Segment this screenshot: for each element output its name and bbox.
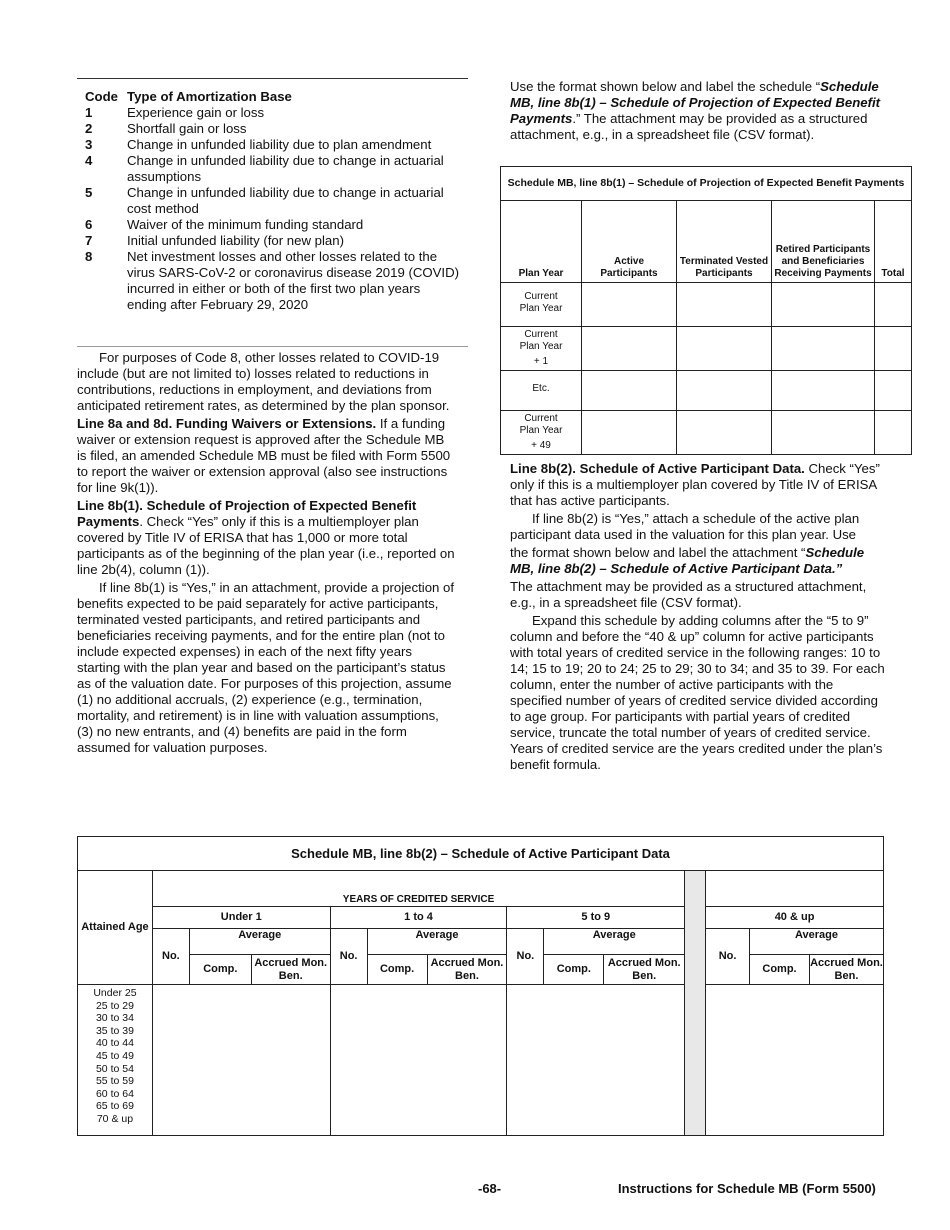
left-column-text	[77, 350, 455, 756]
para3-schedule-title: Schedule MB, line 8b(2) – Schedule of Active Participant Data.”	[510, 545, 865, 576]
data-5-to-9	[507, 985, 685, 1136]
code-row	[85, 121, 460, 137]
code-description: Change in unfunded liability due to change in actuarial assumptions	[127, 153, 444, 184]
code-number: 3	[85, 137, 93, 152]
line8b2-text: Check “Yes” only if this is a multiemployer plan covered by Title IV of ERISA that has active participants.	[510, 461, 880, 508]
group-1-to-4: 1 to 4	[330, 907, 507, 929]
line8b1-text: . Check “Yes” only if this is a multiemployer plan covered by Title IV of ERISA that has 1,000 or more total participants as of the beginning of the plan year (i.e., reported on line 2b(4), column (1)).	[77, 514, 455, 577]
accrued-header-1: Accrued Mon. Ben.	[251, 955, 330, 985]
no-header-1: No.	[152, 929, 189, 985]
age-group-label: 40 to 44	[95, 1037, 134, 1050]
plan-year-cell	[501, 283, 582, 327]
age-group-label: 45 to 49	[95, 1049, 134, 1062]
projection-value-cell	[772, 283, 875, 327]
code-table-header	[85, 89, 460, 105]
age-group-label: 60 to 64	[95, 1087, 134, 1100]
line8b2-paragraph-4: The attachment may be provided as a structured attachment, e.g., in a spreadsheet file (CSV format).	[510, 579, 867, 610]
intro-paragraph	[510, 79, 885, 143]
line8a-text: If a funding waiver or extension request is approved after the Schedule MB is filed, an amended Schedule MB must be filed with Form 5500 to report the waiver or extension approval (also see instructions for line 9k(1)).	[77, 416, 451, 495]
projection-value-cell	[582, 283, 677, 327]
age-group-label: Under 25	[93, 987, 137, 999]
accrued-header-2: Accrued Mon. Ben.	[427, 955, 507, 985]
line8b2-heading: Line 8b(2). Schedule of Active Participant Data.	[510, 461, 805, 476]
plan-year-line-1: Current	[524, 291, 558, 302]
average-header-2: Average	[367, 929, 507, 955]
projection-row	[501, 327, 912, 371]
age-group-label: 70 & up	[96, 1112, 134, 1125]
years-credited-header: YEARS OF CREDITED SERVICE	[152, 871, 684, 907]
age-group-label: 25 to 29	[95, 999, 134, 1012]
footer-title: Instructions for Schedule MB (Form 5500)	[618, 1181, 876, 1196]
header-active: Active Participants	[582, 201, 677, 283]
projection-value-cell	[677, 327, 772, 371]
right-intro	[510, 79, 885, 143]
code-description: Waiver of the minimum funding standard	[127, 217, 364, 232]
data-under-1	[152, 985, 330, 1136]
age-group-label: 50 to 54	[95, 1062, 134, 1075]
plan-year-line-1: Current	[524, 329, 558, 340]
code-number: 2	[85, 121, 93, 136]
projection-value-cell	[772, 411, 875, 455]
line8b2-paragraph-3	[510, 545, 888, 577]
plan-year-line-1: Current	[524, 413, 558, 424]
age-groups-cell	[78, 985, 153, 1136]
projection-table-title: Schedule MB, line 8b(1) – Schedule of Projection of Expected Benefit Payments	[501, 167, 912, 201]
code-description: Experience gain or loss	[127, 105, 265, 120]
projection-value-cell	[677, 283, 772, 327]
projection-value-cell	[772, 371, 875, 411]
projection-value-cell	[875, 411, 912, 455]
left-mid-rule	[77, 346, 468, 347]
projection-value-cell	[772, 327, 875, 371]
code-row	[85, 217, 460, 233]
code-description: Net investment losses and other losses related to the virus SARS-CoV-2 or coronavirus disease 2019 (COVID) incurred in either or both of the first two plan years ending after February 29, 2020	[127, 249, 460, 312]
projection-value-cell	[677, 411, 772, 455]
average-header-1: Average	[189, 929, 330, 955]
right-column-text	[510, 461, 888, 773]
code-row	[85, 233, 460, 249]
line8b2-paragraph-2: If line 8b(2) is “Yes,” attach a schedule of the active plan participant data used in the valuation for this plan year. Use	[510, 511, 860, 542]
header-terminated: Terminated Vested Participants	[677, 201, 772, 283]
active-table-title: Schedule MB, line 8b(2) – Schedule of Active Participant Data	[78, 837, 884, 871]
code-table	[85, 89, 460, 313]
line8b1-heading: Line 8b(1). Schedule of Projection of Expected Benefit Payments	[77, 498, 417, 529]
comp-header-2: Comp.	[367, 955, 427, 985]
average-header-4: Average	[750, 929, 884, 955]
no-header-4: No.	[706, 929, 750, 985]
code-rows	[85, 105, 460, 313]
code-number: 1	[85, 105, 93, 120]
code-row	[85, 153, 460, 185]
no-header-2: No.	[330, 929, 367, 985]
projection-table-header	[501, 201, 912, 283]
projection-row	[501, 371, 912, 411]
plan-year-line-3: + 49	[531, 440, 551, 451]
projection-value-cell	[582, 411, 677, 455]
code-row	[85, 105, 460, 121]
header-total: Total	[875, 201, 912, 283]
comp-header-4: Comp.	[750, 955, 810, 985]
projection-table-body	[501, 283, 912, 455]
projection-value-cell	[677, 371, 772, 411]
age-group-label: 35 to 39	[95, 1024, 134, 1037]
code-description: Initial unfunded liability (for new plan)	[127, 233, 344, 248]
age-group-label: 65 to 69	[95, 1100, 134, 1113]
average-header-3: Average	[544, 929, 685, 955]
code-row	[85, 249, 460, 313]
code-number: 6	[85, 217, 93, 232]
projection-value-cell	[875, 327, 912, 371]
covid-paragraph: For purposes of Code 8, other losses related to COVID-19 include (but are not limited to) losses related to reductions in contributions, reductions in employment, and deviations from anticipated retirement rates, as determined by the plan sponsor.	[77, 350, 450, 413]
projection-value-cell	[582, 371, 677, 411]
group-40-and-up: 40 & up	[706, 907, 884, 929]
line8b1-paragraph	[77, 498, 455, 578]
code-header: Code	[85, 89, 118, 104]
code-row	[85, 185, 460, 217]
para3-text: the format shown below and label the attachment “	[510, 545, 806, 560]
projection-row	[501, 283, 912, 327]
plan-year-line-2: Plan Year	[519, 341, 563, 352]
code-number: 7	[85, 233, 93, 248]
code-number: 5	[85, 185, 93, 200]
group-under-1: Under 1	[152, 907, 330, 929]
active-participant-table	[77, 836, 884, 1136]
plan-year-line-2: Plan Year	[519, 425, 563, 436]
projection-row	[501, 411, 912, 455]
code-description: Change in unfunded liability due to change in actuarial cost method	[127, 185, 444, 216]
page-number: -68-	[478, 1181, 502, 1196]
group-5-to-9: 5 to 9	[507, 907, 685, 929]
line8a-paragraph	[77, 416, 455, 496]
code-number: 8	[85, 249, 93, 264]
top-left-rule	[77, 78, 468, 79]
plan-year-line-3: + 1	[533, 356, 549, 367]
plan-year-line-2: Plan Year	[519, 303, 563, 314]
comp-header-3: Comp.	[544, 955, 604, 985]
no-header-3: No.	[507, 929, 544, 985]
comp-header-1: Comp.	[189, 955, 251, 985]
line8b1-paragraph-2: If line 8b(1) is “Yes,” in an attachment, provide a projection of benefits expected to be paid separately for active participants, terminated vested participants, and retired participants and beneficiaries receiving payments, and for the entire plan (not to include expected expenses) in each of the next fifty years starting with the plan year and based on the participant’s status as of the valuation date. For purposes of this projection, assume (1) no additional accruals, (2) experience (e.g., termination, mortality, and retirement) is in line with valuation assumptions, (3) no new entrants, and (4) benefits are paid in the form assumed for valuation purposes.	[77, 580, 455, 755]
header-plan-year: Plan Year	[501, 201, 582, 283]
accrued-header-4: Accrued Mon. Ben.	[809, 955, 883, 985]
data-1-to-4	[330, 985, 507, 1136]
intro-text-1: Use the format shown below and label the schedule “	[510, 79, 821, 94]
code-description: Shortfall gain or loss	[127, 121, 247, 136]
plan-year-cell	[501, 371, 582, 411]
projection-value-cell	[582, 327, 677, 371]
plan-year-cell	[501, 411, 582, 455]
data-40-and-up	[706, 985, 884, 1136]
attained-age-header: Attained Age	[78, 871, 153, 985]
intro-text-2: .” The attachment may be provided as a structured attachment, e.g., in a spreadsheet file (CSV format).	[510, 111, 868, 142]
expansion-column	[685, 871, 706, 1136]
years-blank-cell	[706, 871, 884, 907]
projection-value-cell	[875, 283, 912, 327]
plan-year-line-1: Etc.	[532, 383, 550, 394]
accrued-header-3: Accrued Mon. Ben.	[604, 955, 685, 985]
intro-schedule-title: Schedule MB, line 8b(1) – Schedule of Projection of Expected Benefit Payments	[510, 79, 881, 126]
code-row	[85, 137, 460, 153]
line8b2-paragraph-5: Expand this schedule by adding columns after the “5 to 9” column and before the “40 & up” column for active participants with total years of credited service in the following ranges: 10 to 14; 15 to 19; 20 to 24; 25 to 29; 30 to 34; and 35 to 39. For each column, enter the number of active participants with the specified number of years of credited service divided according to age group. For participants with partial years of credited service, truncate the total number of years of credited service. Years of credited service are the years credited under the plan’s benefit formula.	[510, 613, 885, 772]
projection-value-cell	[875, 371, 912, 411]
header-retired: Retired Participants and Beneficiaries Receiving Payments	[772, 201, 875, 283]
code-number: 4	[85, 153, 93, 168]
type-header: Type of Amortization Base	[127, 89, 292, 104]
line8b2-paragraph	[510, 461, 888, 509]
line8a-heading: Line 8a and 8d. Funding Waivers or Extensions.	[77, 416, 377, 431]
plan-year-cell	[501, 327, 582, 371]
age-group-label: 55 to 59	[95, 1075, 134, 1088]
code-description: Change in unfunded liability due to plan amendment	[127, 137, 432, 152]
age-group-label: 30 to 34	[95, 1012, 134, 1025]
projection-table	[500, 166, 912, 455]
